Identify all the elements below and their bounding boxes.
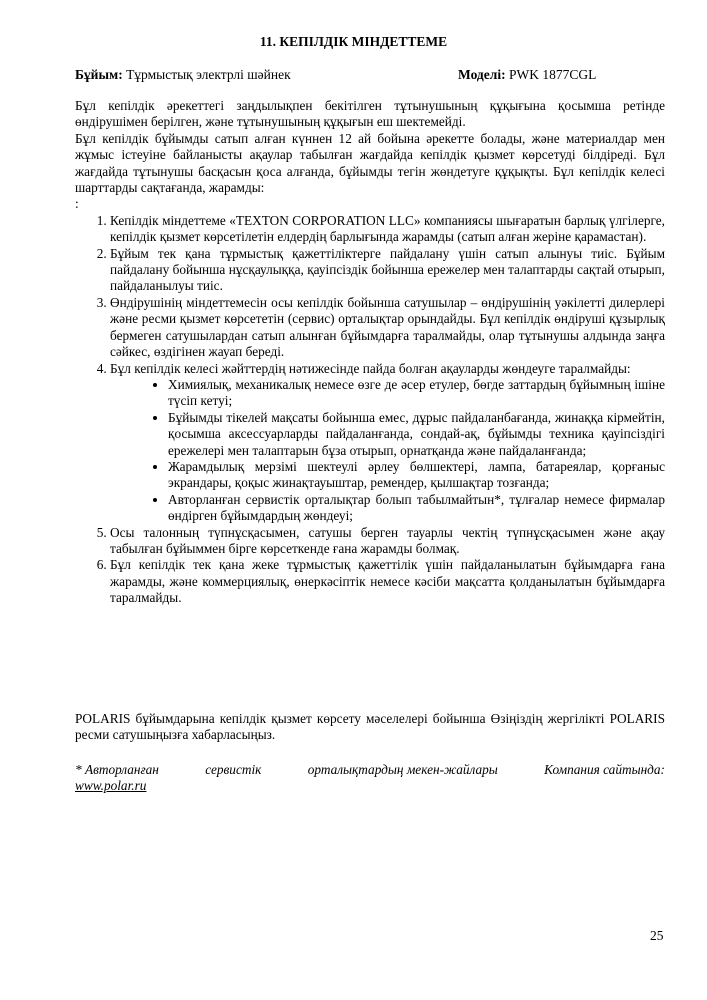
footnote-part: * Авторланған xyxy=(75,762,159,777)
condition-item: 2. Бұйым тек қана тұрмыстық қажеттіліктерге пайдалану үшін сатып алынуы тиіс. Бұйым пайдалану бойынша нұсқаулыққа, қауіпсіздік бойынша ережелер мен талаптарды сақтай отырып, пайдаланылуы тиіс. xyxy=(110,246,665,295)
condition-item: 1. Кепілдік міндеттеме «TEXTON CORPORATION LLC» компаниясы шығаратын барлық үлгілерге, кепілдік қызмет көрсетілетін елдердің барлығында жарамды (сатып алған жеріне қарамастан). xyxy=(110,213,665,246)
footnote-part: сервистік xyxy=(205,762,262,777)
website-link[interactable]: www.polar.ru xyxy=(75,778,147,794)
contact-paragraph: POLARIS бұйымдарына кепілдік қызмет көрсету мәселелері бойынша Өзіңіздің жергілікті POLARIS ресми сатушыңызға хабарласыңыз. xyxy=(75,711,665,743)
intro-colon: : xyxy=(75,196,79,212)
warranty-body xyxy=(75,98,665,607)
exclusion-item: • Бұйымды тікелей мақсаты бойынша емес, дұрыс пайдаланбағанда, жинаққа кірмейтін, қосымша аксессуарларды пайдаланғанда, сондай-ақ, бұйымды техника қауіпсіздігі ережелері мен талаптарын бұза отырып, орнатқанда және пайдаланғанда; xyxy=(168,410,665,459)
model-label: Моделі: xyxy=(458,67,506,82)
product-line xyxy=(75,67,291,83)
footnote-part: орталықтардың мекен-жайлары xyxy=(307,762,498,777)
exclusion-item: • Авторланған сервистік орталықтар болып табылмайтын*, тұлғалар немесе фирмалар өндірген бұйымдардың жөндеуі; xyxy=(168,492,665,525)
footnote xyxy=(75,762,665,795)
model-line xyxy=(458,67,596,83)
condition-item: 4. Бұл кепілдік келесі жәйттердің нәтижесінде пайда болған ақауларды жөндеуге таралмайды: • Химиялық, механикалық немесе өзге де әсер етулер, бөгде заттардың бұйымның ішіне түсіп кетуі; • Бұйымды тікелей мақсаты бойынша емес, дұрыс пайдаланбағанда, жинаққа кірмейтін, қосымша аксессуарларды пайдаланғанда, сондай-ақ, бұйымды техника қауіпсіздігі ережелері мен талаптарын бұза отырып, орнатқанда және пайдаланғанда; • Жарамдылық мерзімі шектеулі әрлеу бөлшектері, лампа, батареялар, қорғаныс экрандары, қоқыс жинақтауыштар, ремендер, қылшақтар тозғанда; • Авторланған сервистік орталықтар болып табылмайтын*, тұлғалар немесе фирмалар өндірген бұйымдардың жөндеуі; xyxy=(110,361,665,525)
condition-item: 3. Өндірушінің міндеттемесін осы кепілдік бойынша сатушылар – өндірушінің уәкілетті дилерлері және ресми қызмет көрсететін (сервис) орталықтар орындайды. Бұл кепілдік өндіруші құзырлық бермеген сатушылардан сатып алынған бұйымдарға таралмайды, олар тұтынушы алдында заңға сәйкес, өздігінен жауап береді. xyxy=(110,295,665,361)
condition-item: 5. Осы талонның түпнұсқасымен, сатушы берген тауарлы чектің түпнұсқасымен және ақау табылған бұйыммен бірге көрсеткенде ғана жарамды болмақ. xyxy=(110,525,665,558)
model-value: PWK 1877CGL xyxy=(508,67,597,82)
exclusion-item: • Химиялық, механикалық немесе өзге де әсер етулер, бөгде заттардың бұйымның ішіне түсіп кетуі; xyxy=(168,377,665,410)
page-number: 25 xyxy=(650,928,664,943)
conditions-list xyxy=(75,213,665,607)
intro-paragraph: Бұл кепілдік әрекеттегі заңдылықпен бекітілген тұтынушының құқығына қосымша ретінде өндірушімен берілген, және тұтынушының құқығын еш шектемейді. xyxy=(75,98,665,130)
exclusions-list xyxy=(110,377,665,525)
condition-item: 6. Бұл кепілдік тек қана жеке тұрмыстық қажеттілік үшін пайдаланылатын бұйымдарға ғана жарамды, және коммерциялық, өнеркәсіптік немесе кәсіби мақсатта қолданылатын бұйымдарға таралмайды. xyxy=(110,557,665,606)
page-title: 11. КЕПІЛДІК МІНДЕТТЕМЕ xyxy=(259,34,448,49)
product-value: Тұрмыстық электрлі шәйнек xyxy=(126,67,291,82)
product-label: Бұйым: xyxy=(75,67,123,82)
exclusion-item: • Жарамдылық мерзімі шектеулі әрлеу бөлшектері, лампа, батареялар, қорғаныс экрандары, қоқыс жинақтауыштар, ремендер, қылшақтар тозғанда; xyxy=(168,459,665,492)
intro-paragraph: Бұл кепілдік бұйымды сатып алған күннен 12 ай бойына әрекетте болады, және материалдар мен жұмыс істеуіне байланысты ақаулар табылған жағдайда кепілдік қызмет көрсетуді білдіреді. Бұл жағдайда тұтынушы басқасын қоса алғанда, бұйымды тегін жөндетуге құқықты. Бұл кепілдік келесі шарттарды сақтағанда, жарамды: xyxy=(75,130,665,196)
footnote-part: Компания сайтында: xyxy=(544,762,665,777)
